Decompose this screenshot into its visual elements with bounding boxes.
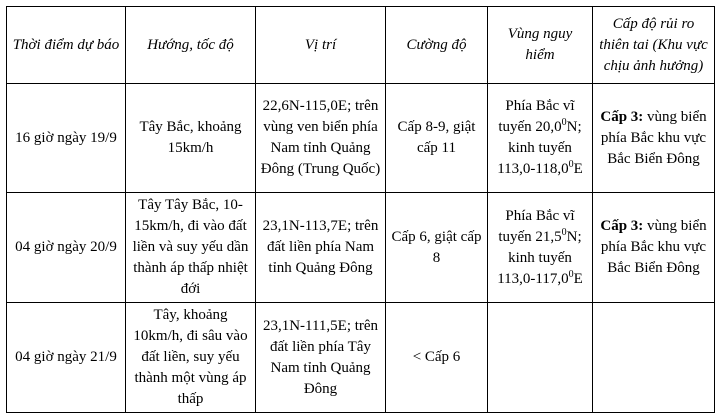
header-forecast-time: Thời điểm dự báo [7, 7, 126, 84]
header-danger-zone: Vùng nguy hiểm [488, 7, 593, 84]
cell-intensity: < Cấp 6 [386, 303, 488, 413]
degree-mark: 0 [561, 226, 567, 238]
cell-danger-zone [488, 193, 593, 303]
risk-area-text: vùng biển phía Bắc khu vực Bắc Biển Đông [600, 108, 707, 167]
degree-mark: 0 [568, 268, 574, 280]
table-row [7, 303, 715, 413]
cell-position: 23,1N-111,5E; trên đất liền phía Tây Nam tỉnh Quảng Đông [256, 303, 386, 413]
table-row [7, 84, 715, 193]
header-direction-speed: Hướng, tốc độ [126, 7, 256, 84]
table-header-row [7, 7, 715, 84]
cell-direction: Tây, khoảng 10km/h, đi sâu vào đất liền, suy yếu thành một vùng áp thấp [126, 303, 256, 413]
risk-level-label: Cấp 3: [600, 108, 644, 125]
danger-text-a: Phía Bắc vĩ tuyến 20,0 [498, 98, 575, 135]
table-row [7, 193, 715, 303]
danger-text-c: E [573, 161, 583, 177]
risk-area-text: vùng biển phía Bắc khu vực Bắc Biển Đông [600, 218, 707, 276]
cell-time: 16 giờ ngày 19/9 [7, 84, 126, 193]
cell-risk [593, 303, 715, 413]
degree-mark: 0 [568, 159, 574, 170]
cell-position: 23,1N-113,7E; trên đất liền phía Nam tỉnh Quảng Đông [256, 193, 386, 303]
cell-direction: Tây Bắc, khoảng 15km/h [126, 84, 256, 193]
cell-risk [593, 193, 715, 303]
cell-direction: Tây Tây Bắc, 10-15km/h, đi vào đất liền và suy yếu dần thành áp thấp nhiệt đới [126, 193, 256, 303]
risk-level-label: Cấp 3: [600, 218, 644, 234]
danger-text-b: N; kinh tuyến 113,0-118,0 [497, 119, 582, 177]
cell-intensity: Cấp 6, giật cấp 8 [386, 193, 488, 303]
cell-danger-zone [488, 84, 593, 193]
cell-time: 04 giờ ngày 20/9 [7, 193, 126, 303]
cell-time: 04 giờ ngày 21/9 [7, 303, 126, 413]
danger-text-b: N; kinh tuyến 113,0-117,0 [497, 228, 582, 287]
cell-position: 22,6N-115,0E; trên vùng ven biển phía Nam tỉnh Quảng Đông (Trung Quốc) [256, 84, 386, 193]
header-position: Vị trí [256, 7, 386, 84]
cell-risk [593, 84, 715, 193]
header-risk-level: Cấp độ rủi ro thiên tai (Khu vực chịu ảnh hưởng) [593, 7, 715, 84]
header-intensity: Cường độ [386, 7, 488, 84]
danger-text-c: E [573, 270, 583, 287]
danger-text-a: Phía Bắc vĩ tuyến 21,5 [498, 207, 575, 245]
cell-intensity: Cấp 8-9, giật cấp 11 [386, 84, 488, 193]
storm-forecast-table [6, 6, 715, 413]
degree-mark: 0 [561, 117, 567, 128]
cell-danger-zone [488, 303, 593, 413]
